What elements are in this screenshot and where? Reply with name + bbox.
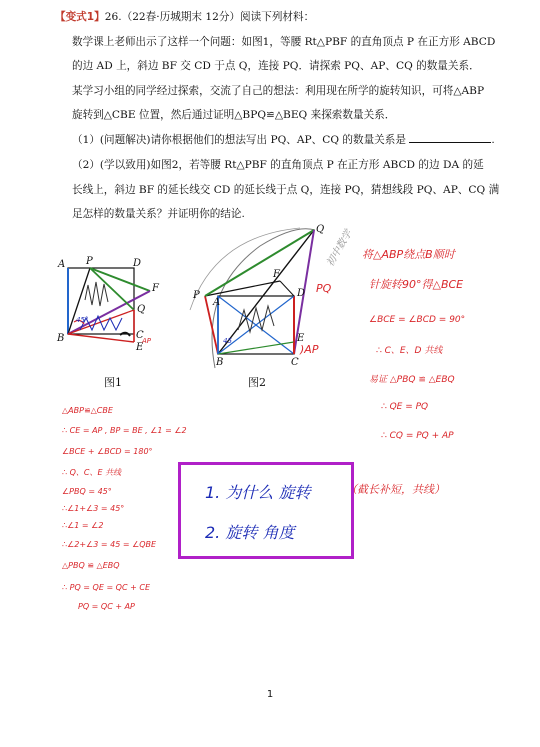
teacher-note-box	[178, 462, 354, 559]
problem-line: 足怎样的数量关系？并证明你的结论.	[72, 208, 245, 220]
blank-end: .	[491, 134, 495, 146]
fig1-label-C: C	[136, 330, 144, 341]
note-right: ∴ CQ = PQ + AP	[381, 431, 454, 441]
note-right: ∴ QE = PQ	[381, 402, 429, 412]
fig1-ap-note: AP	[142, 337, 152, 345]
fig2-label-D: D	[297, 288, 306, 299]
box-line-2: 2. 旋转 角度	[205, 523, 295, 542]
fig1-angle-mark: 45°	[76, 316, 89, 324]
note-left: ∴ Q、C、E 共线	[62, 468, 122, 477]
note-right: 易证 △PBQ ≌ △EBQ	[369, 375, 455, 385]
problem-source: 26.（22春·历城期末 12分）阅读下列材料：	[104, 11, 315, 23]
fig2-label-P: P	[193, 290, 200, 301]
fig1-label-E: E	[136, 342, 144, 353]
problem-line: 旋转到△CBE 位置，然后通过证明△BPQ≌△BEQ 来探索数量关系．	[72, 109, 396, 121]
box-line-1: 1. 为什么 旋转	[205, 483, 311, 502]
problem-line: 某学习小组的同学经过探索，交流了自己的想法：利用现在所学的旋转知识，可将△ABP	[72, 85, 485, 97]
fig1-caption: 图1	[104, 376, 122, 389]
note-left: △PBQ ≌ △EBQ	[62, 561, 120, 570]
note-left: ∴∠1+∠3 = 45°	[62, 504, 125, 513]
fig1-label-D: D	[133, 258, 142, 269]
fig2-label-A: A	[213, 297, 221, 308]
fig2-label-E: E	[297, 333, 305, 344]
fig2-angle-mark: 45	[223, 337, 232, 345]
fig1-label-Q: Q	[137, 304, 146, 315]
question-1-text: （1）(问题解决)请你根据他们的想法写出 PQ、AP、CQ 的数量关系是	[72, 134, 406, 146]
fig2-caption: 图2	[248, 376, 266, 389]
problem-line: 数学课上老师出示了这样一个问题：如图1，等腰 Rt△PBF 的直角顶点 P 在正方形 ABCD	[72, 36, 496, 48]
note-left: ∠PBQ = 45°	[62, 487, 112, 496]
note-right: 将△ABP绕点B顺时	[362, 248, 455, 261]
fig2-label-F: F	[273, 269, 280, 280]
fig1-label-B: B	[57, 333, 65, 344]
fig2-label-Q: Q	[316, 224, 325, 235]
problem-line: 的边 AD 上，斜边 BF 交 CD 于点 Q，连接 PQ．请探索 PQ、AP、CQ 的数量关系．	[72, 60, 480, 72]
note-left: ∴ PQ = QE = QC + CE	[62, 583, 150, 592]
fig1-label-A: A	[58, 259, 66, 270]
problem-line: 长线上，斜边 BF 的延长线交 CD 的延长线于点 Q，连接 PQ，猜想线段 PQ、AP、CQ 满	[72, 184, 500, 196]
watermark-handwriting: 初中数学	[324, 228, 355, 269]
fig2-label-C: C	[291, 357, 299, 368]
note-left: △ABP≌△CBE	[62, 406, 113, 415]
fig2-pq-note: PQ	[316, 282, 332, 295]
fig2-ap-note: )AP	[300, 343, 319, 356]
note-right: ∠BCE = ∠BCD = 90°	[369, 315, 466, 325]
fig1-label-F: F	[152, 283, 159, 294]
fig1-label-P: P	[86, 256, 93, 267]
note-right: ∴ C、E、D 共线	[376, 346, 443, 356]
page-number: 1	[266, 689, 274, 700]
problem-tag: 【变式1】	[55, 11, 105, 23]
note-left: PQ = QC + AP	[78, 602, 135, 611]
note-left: ∴∠2+∠3 = 45 = ∠QBE	[62, 540, 157, 549]
box-aside: （截长补短，共线）	[346, 483, 445, 496]
fig2-label-B: B	[216, 357, 224, 368]
note-right: 针旋转90°得△BCE	[369, 278, 464, 291]
note-left: ∠BCE + ∠BCD = 180°	[62, 447, 153, 456]
note-left: ∴∠1 = ∠2	[62, 521, 104, 530]
question-2: （2）(学以致用)如图2，若等腰 Rt△PBF 的直角顶点 P 在正方形 ABCD 的边 DA 的延	[72, 159, 484, 171]
note-left: ∴ CE = AP , BP = BE , ∠1 = ∠2	[62, 426, 187, 435]
